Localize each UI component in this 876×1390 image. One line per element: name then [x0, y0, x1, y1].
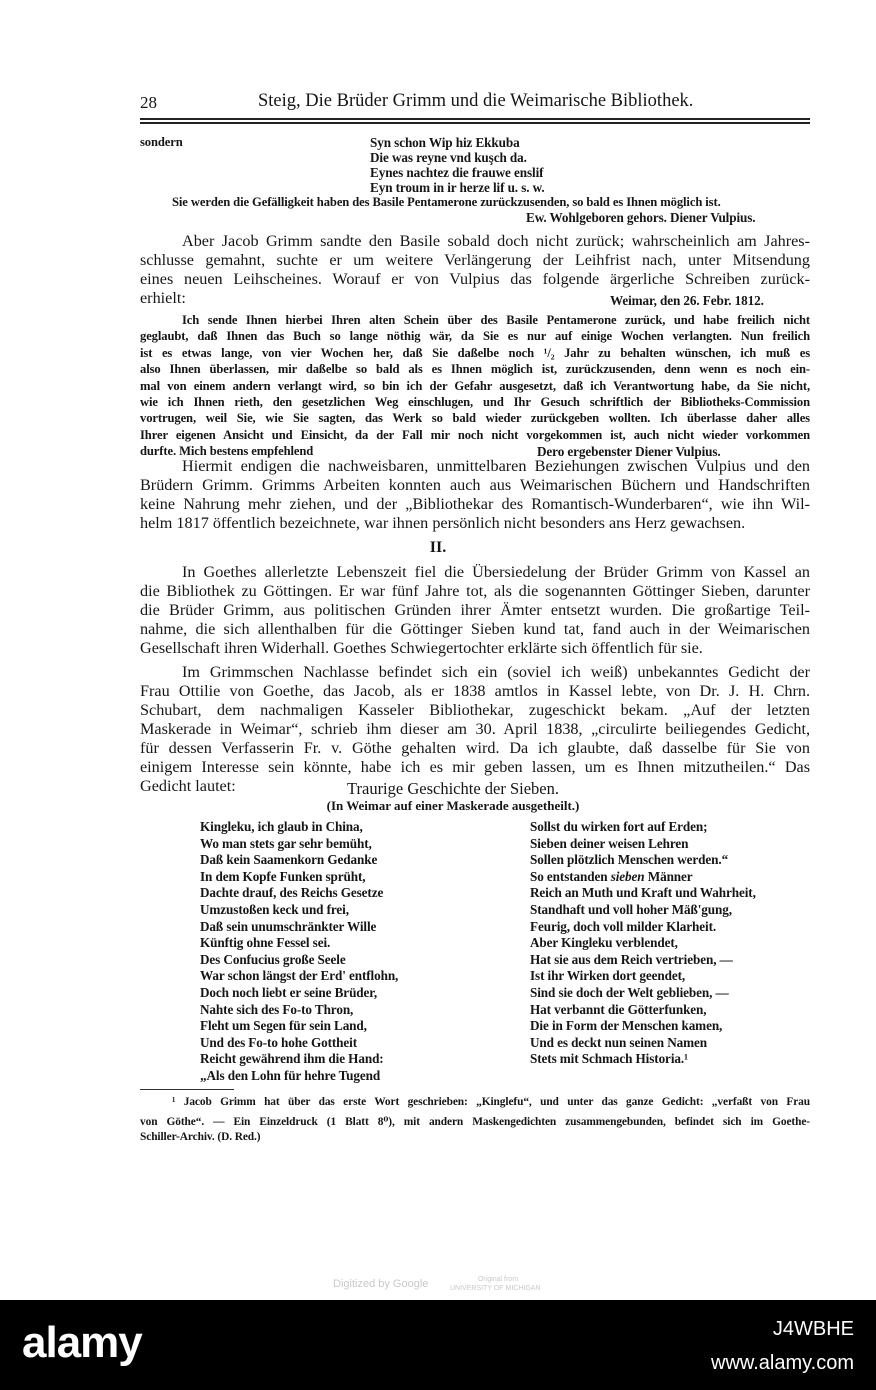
paragraph-line: die Bibliothek zu Göttingen. Er war fünf Jahre tot, als die sogenannten Göttinger Sieben, darunter: [140, 582, 810, 600]
section-heading: II.: [429, 539, 447, 556]
poem-line-right: Und es deckt nun seinen Namen: [530, 1034, 707, 1050]
university-watermark: UNIVERSITY OF MICHIGAN: [450, 1285, 541, 1292]
letter-signature: Ew. Wohlgeboren gehors. Diener Vulpius.: [526, 210, 756, 225]
footnote-line: Schiller-Archiv. (D. Red.): [140, 1131, 261, 1143]
dateline: Weimar, den 26. Febr. 1812.: [610, 293, 764, 308]
running-title: Steig, Die Brüder Grimm und die Weimarische Bibliothek.: [258, 91, 694, 111]
paragraph-line: Frau Ottilie von Goethe, das Jacob, als er 1838 amtlos in Kassel lebte, von Dr. J. H. Chrn.: [140, 682, 810, 700]
paragraph-line: die Brüder Grimm, aus politischen Gründen ihrer Ämter entsetzt wurden. Die großartige Teil-: [140, 601, 810, 619]
image-id: J4WBHE: [772, 1318, 854, 1340]
emphasis: sieben: [610, 868, 645, 884]
poem-line-right: Reich an Muth und Kraft und Wahrheit,: [530, 885, 756, 901]
letter-line: mal von einem andern verlangt wird, so bin ich der Gefahr ausgesetzt, daß ich Verantwortung habe, da Sie nicht,: [140, 378, 810, 393]
google-watermark: Digitized by Google: [333, 1278, 429, 1290]
paragraph-line: Aber Jacob Grimm sandte den Basile sobald doch nicht zurück; wahrscheinlich am Jahres-: [182, 232, 810, 250]
letter-signature: Dero ergebenster Diener Vulpius.: [537, 444, 721, 459]
paragraph-line: Hiermit endigen die nachweisbaren, unmittelbaren Beziehungen zwischen Vulpius und den: [182, 457, 810, 475]
poem-line-left: „Als den Lohn für hehre Tugend: [200, 1068, 381, 1083]
poem-line-right: Sollst du wirken fort auf Erden;: [530, 819, 708, 834]
paragraph-line: erhielt:: [140, 289, 186, 307]
poem-line-left: Und des Fo-to hohe Gottheit: [200, 1034, 358, 1050]
original-from-watermark: Original from: [477, 1276, 519, 1283]
letter-request: Sie werden die Gefälligkeit haben des Basile Pentamerone zurückzusenden, so bald es Ihnen möglich ist.: [172, 195, 721, 209]
poem-line-right: Sieben deiner weisen Lehren: [530, 835, 689, 851]
footnote-line: ¹ Jacob Grimm hat über das erste Wort geschrieben: „Kinglefu“, und unter das ganze Gedicht: „verfaßt von Frau: [172, 1096, 810, 1108]
paragraph-line: eines neuen Leihscheines. Worauf er von Vulpius das folgende ärgerliche Schreiben zurück-: [140, 270, 810, 288]
poem-line-left: Dachte drauf, des Reichs Gesetze: [200, 885, 384, 901]
footnote-rule: [140, 1089, 234, 1090]
footnote-line: von Göthe“. — Ein Einzeldruck (1 Blatt 8⁰), mit andern Maskengedichten zusammengebunden, befindet sich im Goethe-: [140, 1115, 810, 1128]
poem-line-left: Doch noch liebt er seine Brüder,: [200, 985, 378, 1000]
letter-line: Ich sende Ihnen hierbei Ihren alten Schein über des Basile Pentamerone zurück, und habe freilich nicht: [182, 313, 810, 327]
poem-line-left: Wo man stets gar sehr bemüht,: [200, 835, 372, 851]
poem-line-left: Daß sein unumschränkter Wille: [200, 918, 377, 934]
poem-line-left: Reicht gewährend ihm die Hand:: [200, 1051, 384, 1067]
poem-line-left: Des Confucius große Seele: [200, 951, 346, 967]
letter-line: ist es etwas lange, von vier Wochen her, daß Sie daßelbe noch ¹/₂ Jahr zu behalten wünschen, ich muß es: [140, 345, 810, 360]
poem-line-left: Fleht um Segen für sein Land,: [200, 1018, 367, 1034]
paragraph-line: keine Nahrung mehr ziehen, und der „Bibliothekar des Romantisch-Wunderbaren“, wie ihn Wil-: [140, 495, 810, 513]
letter-line: Ihrer eigenen Ansicht und Einsicht, da der Fall mir noch nicht vorgekommen ist, auch nicht wieder vorkommen: [140, 427, 810, 442]
paragraph-line: Im Grimmschen Nachlasse befindet sich ein (soviel ich weiß) unbekanntes Gedicht der: [182, 663, 810, 681]
poem-subtitle: (In Weimar auf einer Maskerade ausgetheilt.): [326, 798, 580, 813]
poem-line-left: Künftig ohne Fessel sei.: [200, 935, 331, 951]
poem-line-right: Hat sie aus dem Reich vertrieben, —: [530, 951, 733, 967]
paragraph-line: für dessen Verfasserin Fr. v. Göthe gehalten wird. Da ich glaubte, daß dasselbe für Sie von: [140, 739, 810, 757]
paragraph-line: Brüdern Grimm. Grimms Arbeiten konnten auch aus Weimarischen Büchern und Handschriften: [140, 476, 810, 494]
letter-line: geglaubt, daß Ihnen das Buch so lange nöthig wär, da Sie es nur auf einige Wochen verlangten. Nun freilich: [140, 329, 810, 344]
alamy-logo: alamy: [22, 1318, 142, 1367]
poem-line-left: Umzustoßen keck und frei,: [200, 902, 349, 917]
poem-line-right: Aber Kingleku verblendet,: [530, 935, 678, 951]
verse-lead: sondern: [140, 135, 183, 149]
poem-line-right: Feurig, doch voll milder Klarheit.: [530, 918, 717, 934]
poem-line-right: Die in Form der Menschen kamen,: [530, 1018, 723, 1034]
paragraph-line: Gesellschaft ihren Widerhall. Goethes Schwiegertochter erklärte sich öffentlich für sie.: [140, 639, 703, 657]
paragraph-line: Gedicht lautet:: [140, 777, 236, 795]
paragraph-line: nahme, die sich allenthalben für die Göttinger Sieben kund tat, fand auch in der Weimarischen: [140, 620, 810, 638]
alamy-url: www.alamy.com: [711, 1352, 854, 1374]
page-number: 28: [140, 93, 157, 112]
poem-line-right: Sind sie doch der Welt geblieben, —: [530, 985, 729, 1000]
letter-line: also Ihnen überlassen, mir daßelbe so bald als es Ihnen möglich ist, zurückzusenden, denn wenn es noch ein-: [140, 362, 810, 377]
paragraph-line: Schubart, dem nachmaligen Kasseler Bibliothekar, zugeschickt bekam. „Auf der letzten: [140, 701, 810, 719]
verse-line: Die was reyne vnd kuşch da.: [370, 150, 527, 165]
paragraph-line: helm 1817 öffentlich bezeichnete, war ihnen persönlich nicht besonders ans Herz gewachsen.: [140, 514, 746, 532]
poem-line-left: Kingleku, ich glaub in China,: [200, 819, 363, 834]
paragraph-line: Maskerade in Weimar“, schrieb ihm dieser am 30. April 1838, „circulirte beiliegendes Gedicht,: [140, 720, 810, 738]
poem-line-left: Daß kein Saamenkorn Gedanke: [200, 852, 378, 868]
verse-line: Syn schon Wip hiz Ekkuba: [370, 135, 520, 150]
header-rule-top: [140, 118, 810, 120]
poem-line-left: Nahte sich des Fo-to Thron,: [200, 1001, 354, 1017]
poem-line-left: War schon längst der Erd' entflohn,: [200, 968, 399, 984]
poem-line-right: Standhaft und voll hoher Mäß'gung,: [530, 902, 732, 917]
paragraph-line: In Goethes allerletzte Lebenszeit fiel die Übersiedelung der Brüder Grimm von Kassel an: [182, 563, 810, 581]
header-rule-bottom: [140, 122, 810, 124]
poem-line-right: So entstanden sieben Männer: [530, 868, 693, 884]
poem-line-right: Sollen plötzlich Menschen werden.“: [530, 852, 729, 868]
poem-line-right: Stets mit Schmach Historia.¹: [530, 1051, 688, 1067]
poem-line-right: Ist ihr Wirken dort geendet,: [530, 968, 686, 984]
letter-line: vortrugen, weil Sie, wie Sie sagten, das Werk so bald wieder zurückgeben wollten. Ich überlasse daher alles: [140, 411, 810, 426]
poem-line-left: In dem Kopfe Funken sprüht,: [200, 868, 366, 884]
letter-line: durfte. Mich bestens empfehlend: [140, 444, 314, 459]
poem-title: Traurige Geschichte der Sieben.: [347, 779, 559, 798]
verse-line: Eynes nachtez die frauwe enslif: [370, 165, 544, 180]
verse-line: Eyn troum in ir herze lif u. s. w.: [370, 180, 545, 195]
paragraph-line: schlusse gemahnt, suchte er um weitere Verlängerung der Leihfrist nach, unter Mitsendung: [140, 251, 810, 269]
letter-line: wie ich Ihnen rieth, den gesetzlichen Weg einschlugen, und Ihr Gesuch schriftlich der Bibliotheks-Commission: [140, 395, 810, 409]
paragraph-line: einigem Interesse sein könnte, habe ich es mir geben lassen, um es Ihnen mitzutheilen.“ Das: [140, 758, 810, 776]
poem-line-right: Hat verbannt die Götterfunken,: [530, 1001, 707, 1017]
